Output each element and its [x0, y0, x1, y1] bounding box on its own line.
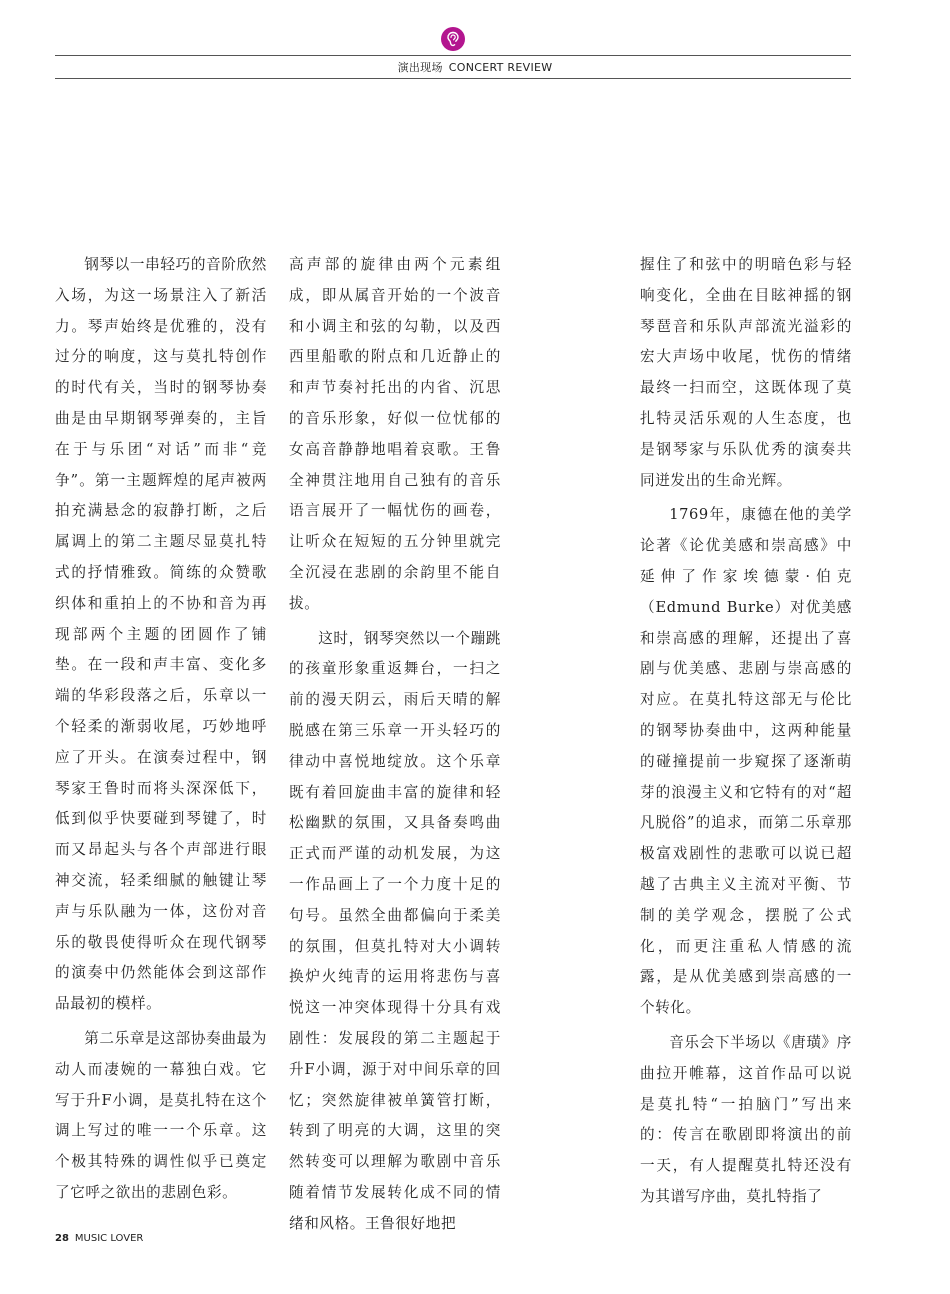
magazine-logo — [441, 27, 465, 51]
paragraph: 这时，钢琴突然以一个蹦跳的孩童形象重返舞台，一扫之前的漫天阴云，雨后天晴的解脱感在第三乐章一开头轻巧的律动中喜悦地绽放。这个乐章既有着回旋曲丰富的旋律和轻松幽默的氛围，又具备奏鸣曲正式而严谨的动机发展，为这一作品画上了一个力度十足的句号。虽然全曲都偏向于柔美的氛围，但莫扎特对大小调转换炉火纯青的运用将悲伤与喜悦这一冲突体现得十分具有戏剧性：发展段的第二主题起于升F小调，源于对中间乐章的回忆；突然旋律被单簧管打断，转到了明亮的大调，这里的突然转变可以理解为歌剧中音乐随着情节发展转化成不同的情绪和风格。王鲁很好地把 — [289, 629, 501, 1232]
section-label — [0, 59, 950, 75]
paragraph: 握住了和弦中的明暗色彩与轻响变化，全曲在目眩神摇的钢琴琶音和乐队声部流光溢彩的宏大声场中收尾，忧伤的情绪最终一扫而空，这既体现了莫扎特灵活乐观的人生态度，也是钢琴家与乐队优秀的演奏共同迸发出的生命光辉。 — [640, 256, 852, 489]
section-label-cn: 演出现场 — [397, 61, 443, 74]
paragraph: 第二乐章是这部协奏曲最为动人而凄婉的一幕独白戏。它写于升F小调，是莫扎特在这个调上写过的唯一一个乐章。这个极其特殊的调性似乎已奠定了它呼之欲出的悲剧色彩。 — [55, 1029, 267, 1201]
header-rule-bottom — [55, 78, 851, 79]
page-number: 28 — [55, 1233, 69, 1244]
paragraph: 1769年，康德在他的美学论著《论优美感和崇高感》中延伸了作家埃德蒙·伯克（Edmund Burke）对优美感和崇高感的理解，还提出了喜剧与优美感、悲剧与崇高感的对应。在莫扎特这部无与伦比的钢琴协奏曲中，这两种能量的碰撞提前一步窥探了逐渐萌芽的浪漫主义和它特有的对“超凡脱俗”的追求，而第二乐章那极富戏剧性的悲歌可以说已超越了古典主义主流对平衡、节制的美学观念，摆脱了公式化，而更注重私人情感的流露，是从优美感到崇高感的一个转化。 — [640, 506, 852, 1017]
text-column-1 — [55, 250, 267, 1213]
magazine-name: MUSIC LOVER — [74, 1233, 144, 1244]
header-rule-top — [55, 55, 851, 56]
page-footer — [55, 1233, 143, 1244]
text-column-2 — [289, 250, 501, 1244]
section-label-en: CONCERT REVIEW — [448, 61, 553, 74]
ear-icon — [446, 31, 460, 47]
paragraph: 音乐会下半场以《唐璜》序曲拉开帷幕，这首作品可以说是莫扎特“一拍脑门”写出来的：传言在歌剧即将演出的前一天，有人提醒莫扎特还没有为其谱写序曲，莫扎特指了 — [640, 1033, 852, 1205]
text-column-3 — [640, 250, 852, 1217]
paragraph: 高声部的旋律由两个元素组成，即从属音开始的一个波音和小调主和弦的勾勒，以及西西里船歌的附点和几近静止的和声节奏衬托出的内省、沉思的音乐形象，好似一位忧郁的女高音静静地唱着哀歌。王鲁全神贯注地用自己独有的音乐语言展开了一幅忧伤的画卷，让听众在短短的五分钟里就完全沉浸在悲剧的余韵里不能自拔。 — [289, 256, 501, 612]
paragraph: 钢琴以一串轻巧的音阶欣然入场，为这一场景注入了新活力。琴声始终是优雅的，没有过分的响度，这与莫扎特创作的时代有关，当时的钢琴协奏曲是由早期钢琴弹奏的，主旨在于与乐团“对话”而非“竞争”。第一主题辉煌的尾声被两拍充满悬念的寂静打断，之后属调上的第二主题尽显莫扎特式的抒情雅致。简练的众赞歌织体和重拍上的不协和音为再现部两个主题的团圆作了铺垫。在一段和声丰富、变化多端的华彩段落之后，乐章以一个轻柔的渐弱收尾，巧妙地呼应了开头。在演奏过程中，钢琴家王鲁时而将头深深低下，低到似乎快要碰到琴键了，时而又昂起头与各个声部进行眼神交流，轻柔细腻的触键让琴声与乐队融为一体，这份对音乐的敬畏使得听众在现代钢琴的演奏中仍然能体会到这部作品最初的模样。 — [55, 256, 267, 1013]
